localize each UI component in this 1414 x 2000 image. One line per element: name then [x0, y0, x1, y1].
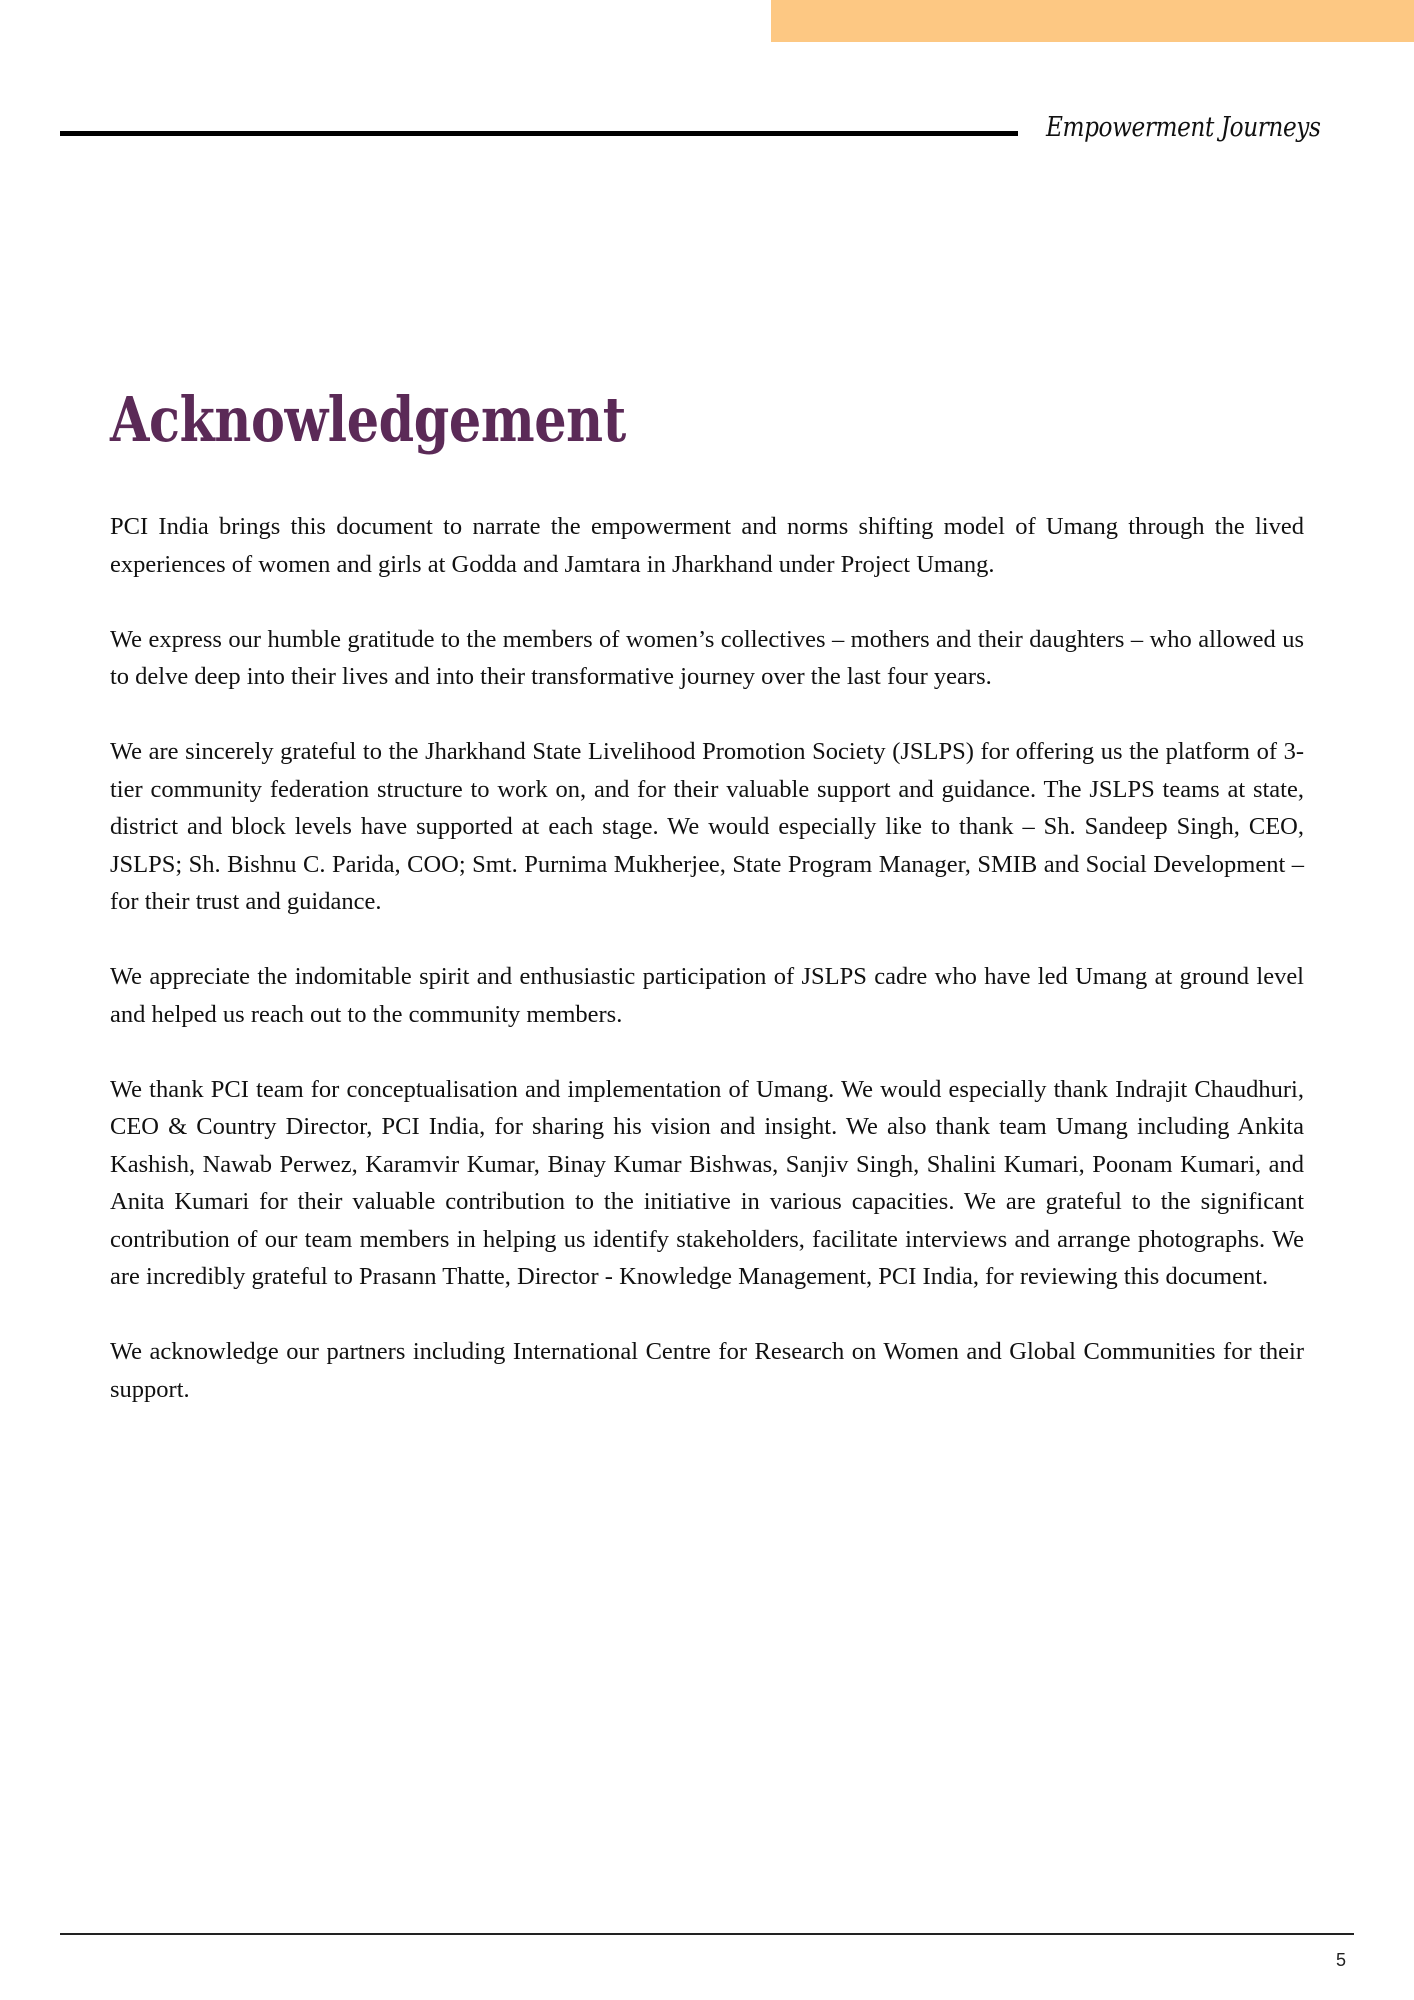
paragraph-partners: We acknowledge our partners including International Centre for Research on Women and Global Communities for their support. — [110, 1338, 1304, 1403]
body-text — [110, 508, 1304, 1446]
paragraph-pci-team: We thank PCI team for conceptualisation and implementation of Umang. We would especially thank Indrajit Chaudhuri, CEO & Country Director, PCI India, for sharing his vision and insight. We also thank team Umang including Ankita Kashish, Nawab Perwez, Karamvir Kumar, Binay Kumar Bishwas, Sanjiv Singh, Shalini Kumari, Poonam Kumari, and Anita Kumari for their valuable contribution to the initiative in various capacities. We are grateful to the significant contribution of our team members in helping us identify stakeholders, facilitate interviews and arrange photographs. We are incredibly grateful to Prasann Thatte, Director - Knowledge Management, PCI India, for reviewing this document. — [110, 1075, 1304, 1290]
page-title: Acknowledgement — [110, 383, 626, 456]
header-rule — [60, 131, 1018, 136]
page-number: 5 — [1336, 1950, 1347, 1970]
header-accent-band — [771, 0, 1414, 42]
paragraph-cadre: We appreciate the indomitable spirit and enthusiastic participation of JSLPS cadre who have led Umang at ground level and helped us reach out to the community members. — [110, 963, 1304, 1028]
paragraph-intro: PCI India brings this document to narrate the empowerment and norms shifting model of Umang through the lived experiences of women and girls at Godda and Jamtara in Jharkhand under Project Umang. — [110, 513, 1304, 578]
running-title: Empowerment Journeys — [1046, 112, 1321, 143]
paragraph-jslps: We are sincerely grateful to the Jharkhand State Livelihood Promotion Society (JSLPS) for offering us the platform of 3-tier community federation structure to work on, and for their valuable support and guidance. The JSLPS teams at state, district and block levels have supported at each stage. We would especially like to thank – Sh. Sandeep Singh, CEO, JSLPS; Sh. Bishnu C. Parida, COO; Smt. Purnima Mukherjee, State Program Manager, SMIB and Social Development – for their trust and guidance. — [110, 738, 1304, 915]
footer-rule — [60, 1933, 1354, 1935]
paragraph-collectives: We express our humble gratitude to the members of women’s collectives – mothers and their daughters – who allowed us to delve deep into their lives and into their transformative journey over the last four years. — [110, 625, 1304, 690]
